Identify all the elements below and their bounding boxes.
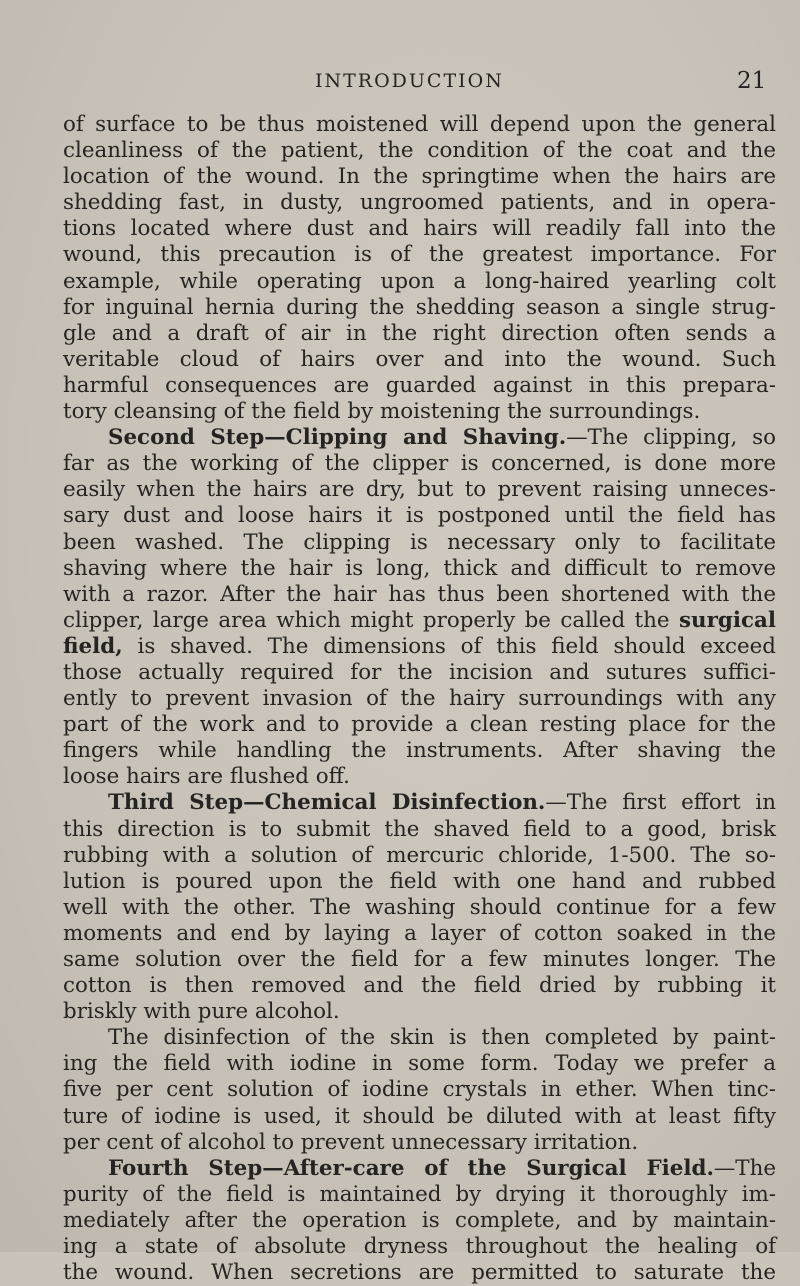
text-line	[63, 921, 776, 947]
line-text: easily when the hairs are dry, but to prevent raising unneces-	[63, 477, 776, 503]
text-line	[63, 1182, 776, 1208]
text-line	[63, 295, 776, 321]
section-heading: Second Step—Clipping and Shaving.	[108, 425, 567, 451]
page-number: 21	[737, 68, 767, 94]
line-text: cleanliness of the patient, the condition of the coat and the	[63, 138, 776, 164]
line-text: example, while operating upon a long-haired yearling colt	[63, 268, 776, 294]
text-line	[63, 634, 776, 660]
line-text: part of the work and to provide a clean resting place for the	[63, 712, 776, 738]
line-text: shaving where the hair is long, thick and difficult to remove	[63, 555, 776, 581]
line-text: ing a state of absolute dryness throughout the healing of	[63, 1234, 776, 1260]
text-line	[63, 764, 776, 790]
chapter-title: INTRODUCTION	[315, 70, 504, 92]
text-line	[63, 660, 776, 686]
text-line	[63, 1208, 776, 1234]
emphasized-term: surgical	[679, 607, 776, 633]
text-line	[63, 1260, 776, 1286]
line-text: gle and a draft of air in the right direction often sends a	[63, 320, 776, 346]
text-line	[63, 1156, 776, 1182]
line-text: The disinfection of the skin is then completed by paint-	[108, 1025, 776, 1051]
line-text: same solution over the field for a few minutes longer. The	[63, 947, 776, 972]
line-text: clipper, large area which might properly be called the	[63, 607, 670, 633]
line-text: —The clipping, so	[566, 425, 776, 451]
line-text: harmful consequences are guarded against in this prepara-	[63, 372, 776, 398]
line-text: moments and end by laying a layer of cotton soaked in the	[63, 920, 776, 946]
line-text: for inguinal hernia during the shedding season a single strug-	[63, 294, 776, 320]
text-line	[63, 556, 776, 582]
text-line	[63, 686, 776, 712]
line-text: shedding fast, in dusty, ungroomed patients, and in opera-	[63, 190, 776, 216]
text-line	[63, 242, 776, 268]
text-line	[63, 738, 776, 764]
section-heading: Third Step—Chemical Disinfection.	[108, 790, 546, 816]
line-text: five per cent solution of iodine crystals in ether. When tinc-	[63, 1077, 776, 1103]
text-line	[63, 321, 776, 347]
line-text: fingers while handling the instruments. After shaving the	[63, 738, 776, 764]
text-line	[63, 399, 776, 425]
line-text: tory cleansing of the field by moistening the surroundings.	[63, 399, 701, 425]
text-line	[63, 973, 776, 999]
line-text: those actually required for the incision and sutures suffici-	[63, 659, 776, 685]
text-line	[63, 947, 776, 973]
line-text: rubbing with a solution of mercuric chloride, 1-500. The so-	[63, 842, 776, 868]
text-line	[63, 138, 776, 164]
line-text: well with the other. The washing should continue for a few	[63, 894, 776, 920]
text-line	[63, 1051, 776, 1077]
line-text: the wound. When secretions are permitted to saturate the	[63, 1260, 776, 1286]
text-line	[63, 1025, 776, 1051]
line-text: lution is poured upon the field with one hand and rubbed	[63, 868, 776, 894]
line-text: veritable cloud of hairs over and into the wound. Such	[63, 346, 776, 372]
line-text: far as the working of the clipper is concerned, is done more	[63, 451, 776, 477]
text-line	[63, 582, 776, 608]
text-line	[63, 790, 776, 816]
line-text: is shaved. The dimensions of this field should exceed	[122, 633, 776, 659]
line-text: sary dust and loose hairs it is postponed until the field has	[63, 503, 776, 529]
text-line	[63, 190, 776, 216]
text-line	[63, 347, 776, 373]
text-line	[63, 216, 776, 242]
line-text: per cent of alcohol to prevent unnecessary irritation.	[63, 1129, 639, 1155]
line-text: of surface to be thus moistened will depend upon the general	[63, 112, 776, 137]
line-text: wound, this precaution is of the greatest importance. For	[63, 242, 776, 268]
line-text: tions located where dust and hairs will readily fall into the	[63, 216, 776, 242]
text-line	[63, 895, 776, 921]
line-text: purity of the field is maintained by drying it thoroughly im-	[63, 1181, 776, 1207]
text-line	[63, 164, 776, 190]
line-text: —The	[713, 1155, 776, 1181]
line-text: location of the wound. In the springtime when the hairs are	[63, 164, 776, 190]
text-line	[63, 269, 776, 295]
line-text: briskly with pure alcohol.	[63, 999, 340, 1025]
line-text: mediately after the operation is complete, and by maintain-	[63, 1207, 776, 1233]
line-text: this direction is to submit the shaved field to a good, brisk	[63, 816, 776, 842]
text-line	[63, 503, 776, 529]
text-line	[63, 1234, 776, 1260]
text-line	[63, 477, 776, 503]
running-head	[63, 0, 776, 100]
body-text	[63, 112, 776, 1286]
text-line	[63, 373, 776, 399]
text-line	[63, 843, 776, 869]
line-text: ing the field with iodine in some form. Today we prefer a	[63, 1051, 776, 1077]
text-line	[63, 112, 776, 138]
text-line	[63, 1130, 776, 1156]
text-line	[63, 425, 776, 451]
line-text: —The first effort in	[545, 790, 776, 816]
text-line	[63, 530, 776, 556]
section-heading: field,	[63, 633, 123, 659]
line-text: loose hairs are flushed off.	[63, 764, 350, 790]
text-line	[63, 1104, 776, 1130]
line-text: with a razor. After the hair has thus been shortened with the	[63, 581, 776, 607]
text-line	[63, 1077, 776, 1103]
text-line	[63, 869, 776, 895]
line-text: ently to prevent invasion of the hairy surroundings with any	[63, 686, 776, 712]
text-line	[63, 608, 776, 634]
line-text: cotton is then removed and the field dried by rubbing it	[63, 973, 776, 999]
text-line	[63, 451, 776, 477]
text-line	[63, 999, 776, 1025]
text-line	[63, 712, 776, 738]
line-text: been washed. The clipping is necessary only to facilitate	[63, 529, 776, 555]
section-heading: Fourth Step—After-care of the Surgical Field.	[108, 1155, 714, 1181]
text-line	[63, 817, 776, 843]
line-text: ture of iodine is used, it should be diluted with at least fifty	[63, 1103, 776, 1129]
